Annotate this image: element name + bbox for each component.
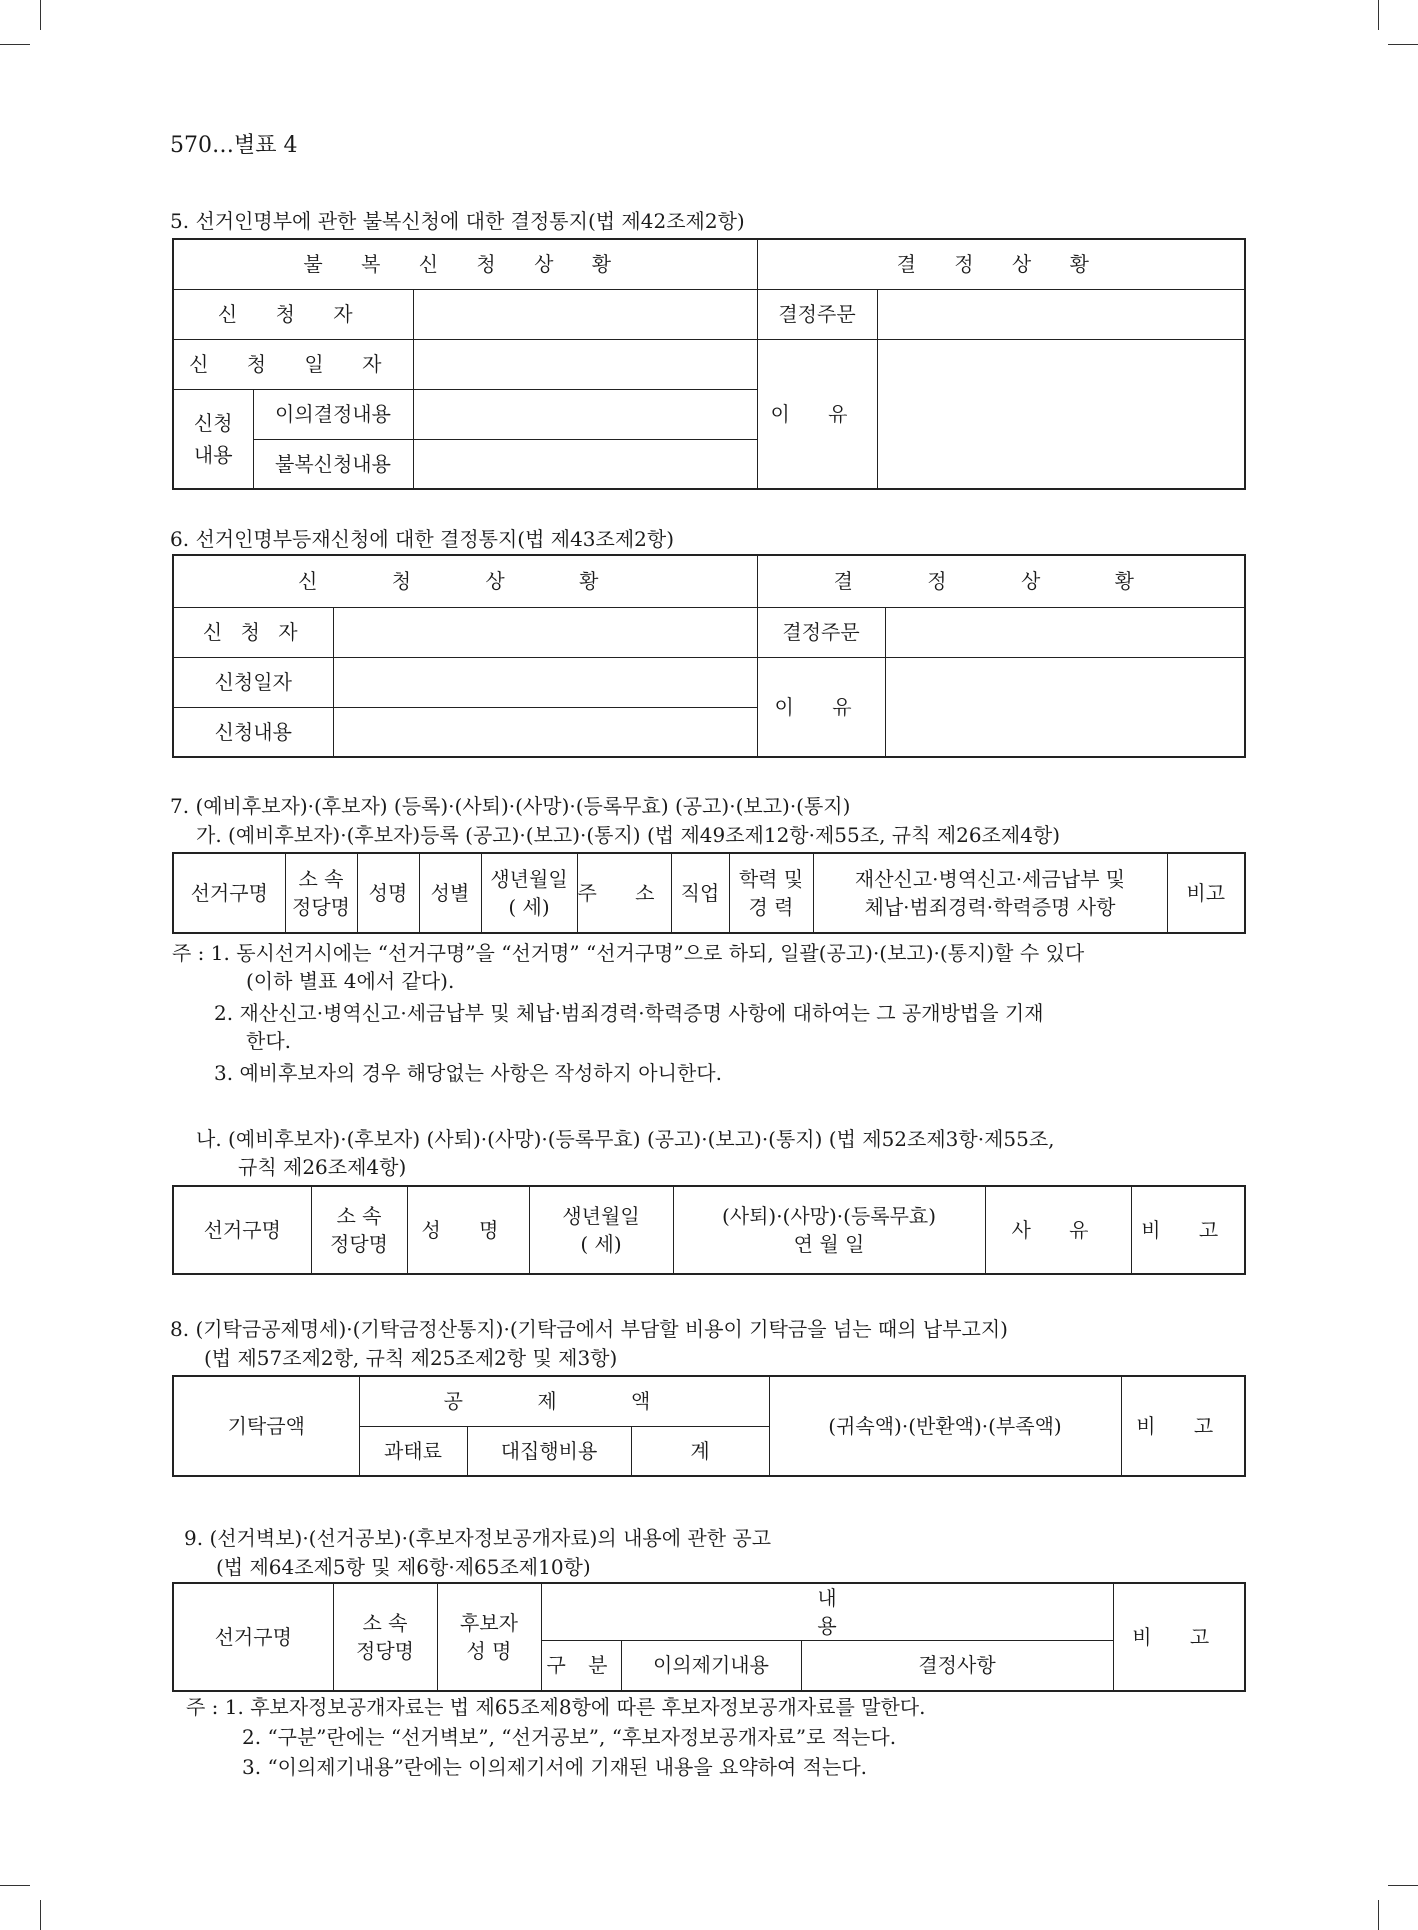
section-7b-table (172, 1185, 1246, 1275)
note-1: 주 : 1. 후보자정보공개자료는 법 제65조제8항에 따른 후보자정보공개자료를 말한다. (186, 1695, 926, 1719)
value-decision-order (877, 289, 1245, 339)
label-decision-order: 결정주문 (757, 607, 885, 657)
label-category: 구 분 (541, 1641, 621, 1691)
section-6-table (172, 554, 1246, 758)
value-reason (885, 657, 1245, 757)
label-apply-content: 신청내용 (173, 707, 333, 757)
col-reason: 사 유 (985, 1186, 1131, 1274)
label-objection-content: 이의결정내용 (253, 389, 413, 439)
header-decision-status: 결 정 상 황 (757, 239, 1245, 289)
col-party: 소 속 정당명 (311, 1186, 407, 1274)
label-deduction: 공 제 액 (359, 1376, 769, 1426)
label-proxy-cost: 대집행비용 (467, 1426, 631, 1476)
col-event-date: (사퇴)·(사망)·(등록무효) 연 월 일 (673, 1186, 985, 1274)
label-decision-order: 결정주문 (757, 289, 877, 339)
label-reason: 이 유 (757, 339, 877, 489)
label-district: 선거구명 (173, 1583, 333, 1691)
crop-mark (40, 0, 41, 30)
header-appeal-status: 불 복 신 청 상 황 (173, 239, 757, 289)
label-decision: 결정사항 (801, 1641, 1113, 1691)
section-8-title: 8. (기탁금공제명세)·(기탁금정산통지)·(기탁금에서 부담할 비용이 기탁금을 넘는 때의 납부고지) (170, 1317, 1008, 1341)
label-applicant: 신 청 자 (173, 289, 413, 339)
value-objection-content (413, 389, 757, 439)
col-district: 선거구명 (173, 853, 285, 933)
note-3: 3. “이의제기내용”란에는 이의제기서에 기재된 내용을 요약하여 적는다. (242, 1755, 867, 1779)
label-candidate: 후보자 성 명 (437, 1583, 541, 1691)
note-1-cont: (이하 별표 4에서 같다). (246, 969, 455, 993)
value-apply-date (333, 657, 757, 707)
crop-mark (1388, 1885, 1418, 1886)
header-application-status: 신 청 상 황 (173, 555, 757, 607)
label-total: 계 (631, 1426, 769, 1476)
label-apply-date: 신 청 일 자 (173, 339, 413, 389)
label-content: 내 용 (541, 1583, 1113, 1641)
value-applicant (413, 289, 757, 339)
crop-mark (1378, 0, 1379, 30)
label-apply-content: 신청 내용 (173, 389, 253, 489)
section-7b-title: 나. (예비후보자)·(후보자) (사퇴)·(사망)·(등록무효) (공고)·(보고)·(통지) (법 제52조제3항·제55조, (196, 1127, 1055, 1151)
col-occupation: 직업 (671, 853, 729, 933)
label-party: 소 속 정당명 (333, 1583, 437, 1691)
section-9-table (172, 1582, 1246, 1692)
note-1: 주 : 1. 동시선거시에는 “선거구명”을 “선거명” “선거구명”으로 하되, 일괄(공고)·(보고)·(통지)할 수 있다 (172, 941, 1085, 965)
header-decision-status: 결 정 상 황 (757, 555, 1245, 607)
section-6-title: 6. 선거인명부등재신청에 대한 결정통지(법 제43조제2항) (170, 527, 675, 551)
note-2: 2. 재산신고·병역신고·세금납부 및 체납·범죄경력·학력증명 사항에 대하여는 그 공개방법을 기재 (214, 1001, 1044, 1025)
crop-mark (1388, 44, 1418, 45)
label-deposit: 기탁금액 (173, 1376, 359, 1476)
label-applicant: 신 청 자 (173, 607, 333, 657)
note-3: 3. 예비후보자의 경우 해당없는 사항은 작성하지 아니한다. (214, 1061, 722, 1085)
page-header: 570…별표 4 (170, 133, 298, 158)
section-8-title-cont: (법 제57조제2항, 규칙 제25조제2항 및 제3항) (204, 1346, 618, 1370)
label-remark: 비 고 (1113, 1583, 1245, 1691)
crop-mark (0, 44, 30, 45)
section-9-title-cont: (법 제64조제5항 및 제6항·제65조제10항) (216, 1555, 591, 1579)
value-applicant (333, 607, 757, 657)
col-remark: 비 고 (1131, 1186, 1245, 1274)
col-birthdate: 생년월일 ( 세) (529, 1186, 673, 1274)
label-fine: 과태료 (359, 1426, 467, 1476)
col-birthdate: 생년월일 ( 세) (481, 853, 577, 933)
section-5-table (172, 238, 1246, 490)
col-address: 주 소 (577, 853, 671, 933)
value-apply-content (333, 707, 757, 757)
label-outcome: (귀속액)·(반환액)·(부족액) (769, 1376, 1121, 1476)
value-apply-date (413, 339, 757, 389)
col-name: 성 명 (407, 1186, 529, 1274)
col-district: 선거구명 (173, 1186, 311, 1274)
value-appeal-content (413, 439, 757, 489)
col-name: 성명 (357, 853, 419, 933)
section-8-table (172, 1375, 1246, 1477)
crop-mark (40, 1900, 41, 1930)
section-5-title: 5. 선거인명부에 관한 불복신청에 대한 결정통지(법 제42조제2항) (170, 209, 745, 233)
label-appeal-content: 불복신청내용 (253, 439, 413, 489)
label-objection: 이의제기내용 (621, 1641, 801, 1691)
section-7b-title-cont: 규칙 제26조제4항) (238, 1155, 407, 1179)
section-7a-title: 가. (예비후보자)·(후보자)등록 (공고)·(보고)·(통지) (법 제49조제12항·제55조, 규칙 제26조제4항) (196, 823, 1061, 847)
label-remark: 비 고 (1121, 1376, 1245, 1476)
note-2-cont: 한다. (246, 1029, 291, 1053)
col-property-records: 재산신고·병역신고·세금납부 및 체납·범죄경력·학력증명 사항 (813, 853, 1167, 933)
col-education-career: 학력 및 경 력 (729, 853, 813, 933)
value-decision-order (885, 607, 1245, 657)
value-reason (877, 339, 1245, 489)
section-7a-table (172, 852, 1246, 934)
col-gender: 성별 (419, 853, 481, 933)
label-reason: 이 유 (757, 657, 885, 757)
crop-mark (1378, 1900, 1379, 1930)
section-9-title: 9. (선거벽보)·(선거공보)·(후보자정보공개자료)의 내용에 관한 공고 (184, 1526, 772, 1550)
col-remark: 비고 (1167, 853, 1245, 933)
col-party: 소 속 정당명 (285, 853, 357, 933)
section-7-title: 7. (예비후보자)·(후보자) (등록)·(사퇴)·(사망)·(등록무효) (공고)·(보고)·(통지) (170, 794, 851, 818)
note-2: 2. “구분”란에는 “선거벽보”, “선거공보”, “후보자정보공개자료”로 적는다. (242, 1725, 897, 1749)
crop-mark (0, 1885, 30, 1886)
label-apply-date: 신청일자 (173, 657, 333, 707)
